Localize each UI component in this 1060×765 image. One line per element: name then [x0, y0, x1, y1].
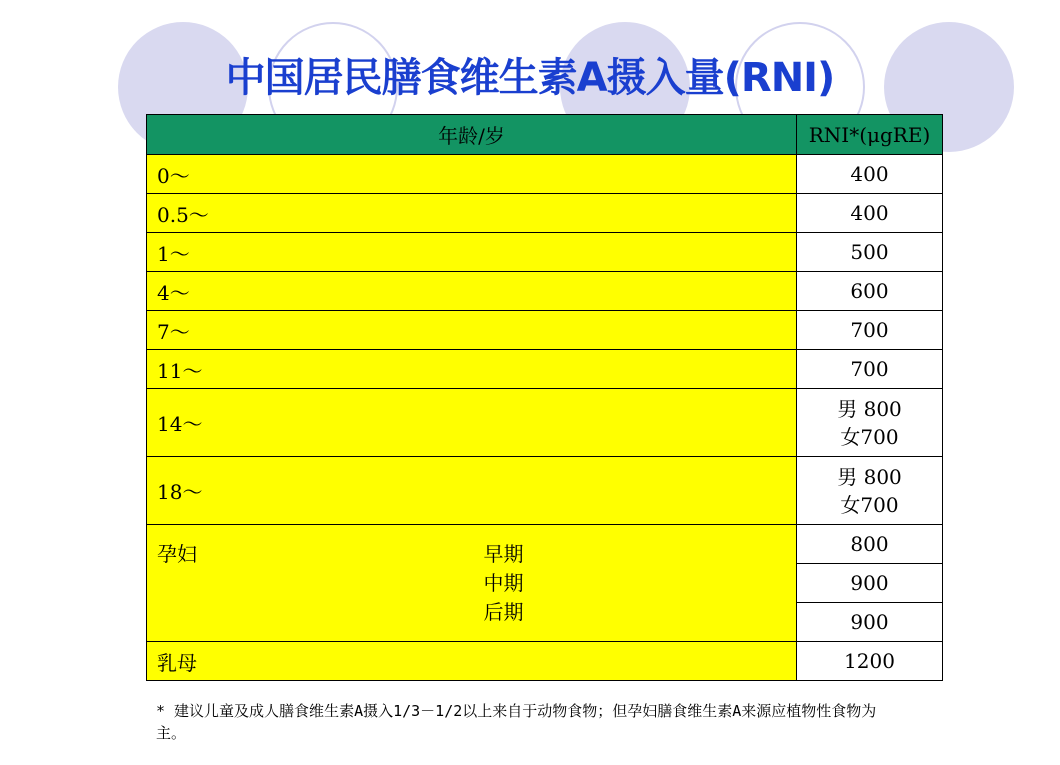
header-age: 年龄/岁 [147, 115, 797, 155]
male-value: 男 800 [837, 396, 902, 421]
pregnant-label: 孕妇 [157, 541, 197, 566]
age-cell: 14～ [147, 389, 797, 457]
age-cell: 4～ [147, 272, 797, 311]
female-value: 女700 [840, 492, 899, 517]
rni-value-cell: 900 [797, 564, 943, 603]
rni-value-cell [797, 457, 943, 525]
footnote: * 建议儿童及成人膳食维生素A摄入1/3－1/2以上来自于动物食物；但孕妇膳食维生素A来源应植物性食物为主。 [156, 702, 877, 742]
age-cell: 1～ [147, 233, 797, 272]
rni-value-cell: 700 [797, 311, 943, 350]
pregnant-stage-early: 早期 [483, 541, 524, 566]
rni-value-cell: 900 [797, 603, 943, 642]
age-cell: 18～ [147, 457, 797, 525]
rni-value-cell [797, 389, 943, 457]
table-row [147, 389, 943, 457]
table-row-pregnant [147, 525, 943, 564]
age-cell: 乳母 [147, 642, 797, 681]
rni-value-cell: 400 [797, 155, 943, 194]
table-row [147, 311, 943, 350]
table-row [147, 233, 943, 272]
rni-value-cell: 700 [797, 350, 943, 389]
table-row [147, 155, 943, 194]
page-title: 中国居民膳食维生素A摄入量(RNI) [225, 55, 835, 101]
table-row [147, 642, 943, 681]
table-row [147, 457, 943, 525]
male-value: 男 800 [837, 464, 902, 489]
rni-value-cell: 800 [797, 525, 943, 564]
rni-value-cell: 1200 [797, 642, 943, 681]
pregnant-stage-middle: 中期 [483, 570, 524, 595]
rni-value-cell: 600 [797, 272, 943, 311]
age-cell: 0～ [147, 155, 797, 194]
header-rni: RNI*(μgRE) [797, 115, 943, 155]
pregnant-stage-late: 后期 [483, 599, 524, 624]
table-row [147, 272, 943, 311]
table-row [147, 350, 943, 389]
table-row [147, 194, 943, 233]
table-header-row [147, 115, 943, 155]
pregnant-age-cell [147, 525, 797, 642]
age-cell: 7～ [147, 311, 797, 350]
rni-value-cell: 500 [797, 233, 943, 272]
rni-table [146, 114, 943, 681]
age-cell: 0.5～ [147, 194, 797, 233]
female-value: 女700 [840, 424, 899, 449]
age-cell: 11～ [147, 350, 797, 389]
rni-value-cell: 400 [797, 194, 943, 233]
